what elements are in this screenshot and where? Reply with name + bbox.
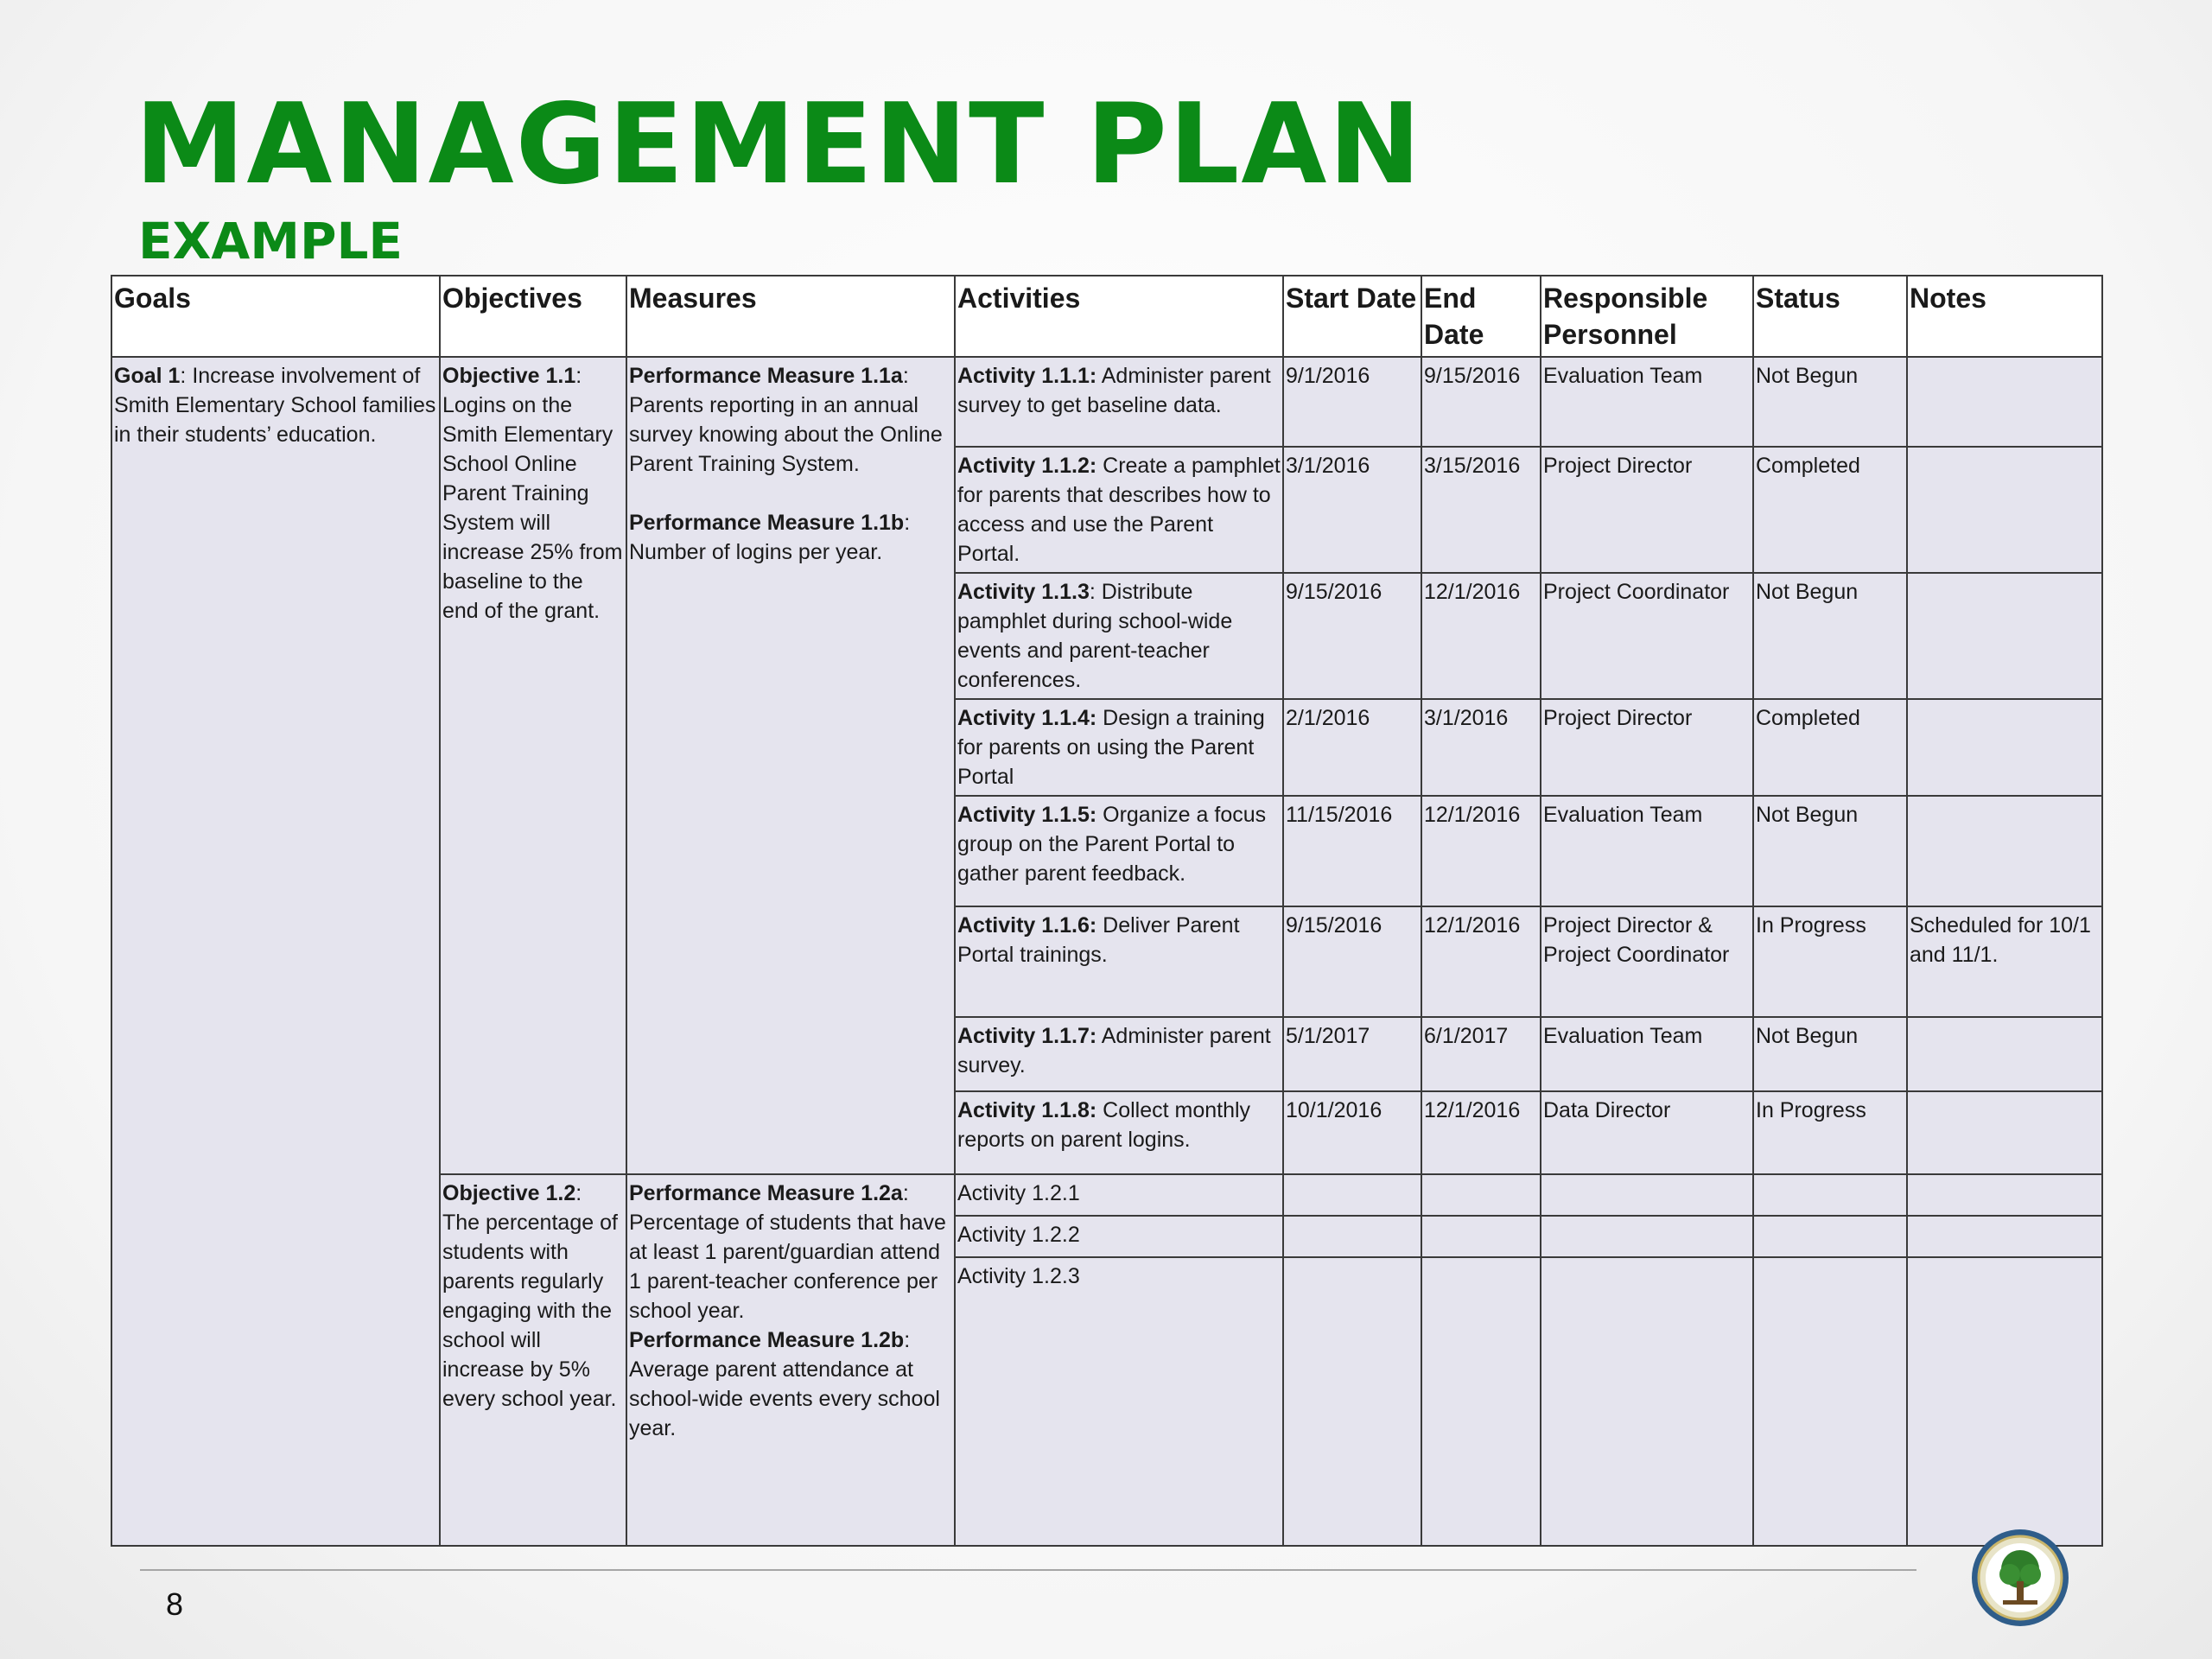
notes-cell <box>1907 699 2102 796</box>
activity-cell <box>955 906 1283 1017</box>
end-date-cell: 12/1/2016 <box>1421 796 1541 906</box>
personnel-cell: Evaluation Team <box>1541 1017 1753 1091</box>
notes-cell <box>1907 1017 2102 1091</box>
end-date-cell <box>1421 1174 1541 1216</box>
management-plan-table <box>111 275 2103 1547</box>
end-date-cell: 3/15/2016 <box>1421 447 1541 573</box>
header-goals: Goals <box>111 276 440 357</box>
header-notes: Notes <box>1907 276 2102 357</box>
activity-label: Activity 1.1.7: <box>957 1024 1097 1048</box>
status-cell: Not Begun <box>1753 573 1907 699</box>
activity-text: : Distribute pamphlet during school-wide events and parent-teacher conferences. <box>957 580 1233 692</box>
personnel-cell: Data Director <box>1541 1091 1753 1174</box>
status-cell <box>1753 1216 1907 1257</box>
start-date-cell <box>1283 1257 1421 1546</box>
notes-cell: Scheduled for 10/1 and 11/1. <box>1907 906 2102 1017</box>
header-activities: Activities <box>955 276 1283 357</box>
header-row <box>111 276 2102 357</box>
activity-cell <box>955 573 1283 699</box>
end-date-cell: 6/1/2017 <box>1421 1017 1541 1091</box>
goal-text: : Increase involvement of Smith Elementary School families in their students’ education. <box>114 364 436 447</box>
measure-label: Performance Measure 1.2b <box>629 1328 905 1352</box>
start-date-cell: 9/15/2016 <box>1283 573 1421 699</box>
activity-text: Organize a focus group on the Parent Portal to gather parent feedback. <box>957 803 1267 886</box>
status-cell <box>1753 1257 1907 1546</box>
page-title: MANAGEMENT PLAN <box>135 80 1423 209</box>
start-date-cell: 9/15/2016 <box>1283 906 1421 1017</box>
department-seal-icon <box>1970 1528 2070 1628</box>
end-date-cell <box>1421 1257 1541 1546</box>
measure-label: Performance Measure 1.2a <box>629 1181 903 1205</box>
measure-label: Performance Measure 1.1b <box>629 511 905 535</box>
activity-text: Create a pamphlet for parents that describes how to access and use the Parent Portal. <box>957 454 1281 566</box>
personnel-cell: Project Director & Project Coordinator <box>1541 906 1753 1017</box>
activity-cell <box>955 796 1283 906</box>
personnel-cell <box>1541 1216 1753 1257</box>
activity-text: Activity 1.2.2 <box>957 1223 1080 1247</box>
activity-cell <box>955 699 1283 796</box>
header-end-date: End Date <box>1421 276 1541 357</box>
notes-cell <box>1907 1174 2102 1216</box>
status-cell: In Progress <box>1753 1091 1907 1174</box>
start-date-cell: 11/15/2016 <box>1283 796 1421 906</box>
end-date-cell <box>1421 1216 1541 1257</box>
header-measures: Measures <box>626 276 955 357</box>
objective-label: Objective 1.1 <box>442 364 576 388</box>
end-date-cell: 3/1/2016 <box>1421 699 1541 796</box>
activity-text: Activity 1.2.1 <box>957 1181 1080 1205</box>
header-responsible-personnel: Responsible Personnel <box>1541 276 1753 357</box>
personnel-cell: Project Coordinator <box>1541 573 1753 699</box>
status-cell: Not Begun <box>1753 1017 1907 1091</box>
start-date-cell: 5/1/2017 <box>1283 1017 1421 1091</box>
personnel-cell: Project Director <box>1541 447 1753 573</box>
status-cell: Completed <box>1753 447 1907 573</box>
end-date-cell: 12/1/2016 <box>1421 906 1541 1017</box>
activity-cell <box>955 1257 1283 1546</box>
start-date-cell: 9/1/2016 <box>1283 357 1421 447</box>
end-date-cell: 9/15/2016 <box>1421 357 1541 447</box>
personnel-cell <box>1541 1257 1753 1546</box>
measure-text: : Parents reporting in an annual survey knowing about the Online Parent Training System. <box>629 364 943 476</box>
activity-text: Administer parent survey. <box>957 1024 1271 1077</box>
measure-cell <box>626 1174 955 1546</box>
activity-text: Design a training for parents on using the Parent Portal <box>957 706 1265 789</box>
status-cell <box>1753 1174 1907 1216</box>
notes-cell <box>1907 447 2102 573</box>
activity-text: Deliver Parent Portal trainings. <box>957 913 1240 967</box>
status-cell: Not Begun <box>1753 796 1907 906</box>
personnel-cell: Project Director <box>1541 699 1753 796</box>
header-status: Status <box>1753 276 1907 357</box>
objective-label: Objective 1.2 <box>442 1181 576 1205</box>
measure-cell <box>626 357 955 1174</box>
activity-label: Activity 1.1.5: <box>957 803 1097 827</box>
header-objectives: Objectives <box>440 276 626 357</box>
measure-text: : Number of logins per year. <box>629 511 911 564</box>
start-date-cell <box>1283 1216 1421 1257</box>
personnel-cell: Evaluation Team <box>1541 357 1753 447</box>
start-date-cell: 3/1/2016 <box>1283 447 1421 573</box>
notes-cell <box>1907 796 2102 906</box>
header-start-date: Start Date <box>1283 276 1421 357</box>
activity-cell <box>955 1091 1283 1174</box>
activity-text: Collect monthly reports on parent logins. <box>957 1098 1251 1152</box>
activity-text: Administer parent survey to get baseline data. <box>957 364 1271 417</box>
activity-cell <box>955 1017 1283 1091</box>
activity-label: Activity 1.1.1: <box>957 364 1097 388</box>
page-number: 8 <box>166 1586 184 1622</box>
notes-cell <box>1907 1257 2102 1546</box>
status-cell: Completed <box>1753 699 1907 796</box>
activity-label: Activity 1.1.6: <box>957 913 1097 938</box>
table-row <box>111 357 2102 447</box>
activity-cell <box>955 447 1283 573</box>
personnel-cell <box>1541 1174 1753 1216</box>
start-date-cell <box>1283 1174 1421 1216</box>
end-date-cell: 12/1/2016 <box>1421 1091 1541 1174</box>
end-date-cell: 12/1/2016 <box>1421 573 1541 699</box>
notes-cell <box>1907 357 2102 447</box>
notes-cell <box>1907 1091 2102 1174</box>
goal-cell <box>111 357 440 1546</box>
start-date-cell: 10/1/2016 <box>1283 1091 1421 1174</box>
status-cell: Not Begun <box>1753 357 1907 447</box>
objective-cell <box>440 1174 626 1546</box>
start-date-cell: 2/1/2016 <box>1283 699 1421 796</box>
activity-label: Activity 1.1.2: <box>957 454 1097 478</box>
objective-text: : Logins on the Smith Elementary School Online Parent Training System will increase 25% from baseline to the end of the grant. <box>442 364 623 623</box>
measure-text: : Average parent attendance at school-wide events every school year. <box>629 1328 940 1440</box>
activity-text: Activity 1.2.3 <box>957 1264 1080 1288</box>
activity-label: Activity 1.1.8: <box>957 1098 1097 1122</box>
notes-cell <box>1907 573 2102 699</box>
objective-cell <box>440 357 626 1174</box>
activity-cell <box>955 1174 1283 1216</box>
personnel-cell: Evaluation Team <box>1541 796 1753 906</box>
activity-label: Activity 1.1.4: <box>957 706 1097 730</box>
activity-cell <box>955 1216 1283 1257</box>
measure-text: : Percentage of students that have at least 1 parent/guardian attend 1 parent-teacher conference per school year. <box>629 1181 946 1323</box>
goal-label: Goal 1 <box>114 364 181 388</box>
activity-cell <box>955 357 1283 447</box>
notes-cell <box>1907 1216 2102 1257</box>
footer-divider <box>140 1569 1916 1571</box>
activity-label: Activity 1.1.3 <box>957 580 1090 604</box>
measure-label: Performance Measure 1.1a <box>629 364 903 388</box>
status-cell: In Progress <box>1753 906 1907 1017</box>
objective-text: : The percentage of students with parents regularly engaging with the school will increase by 5% every school year. <box>442 1181 618 1411</box>
page-subtitle: EXAMPLE <box>138 212 404 270</box>
